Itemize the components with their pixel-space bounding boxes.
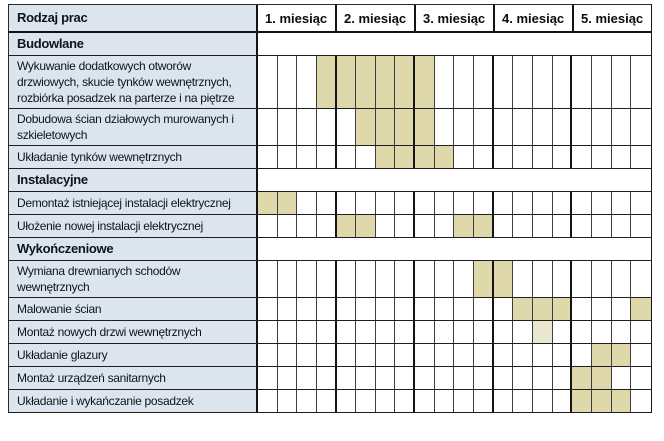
week-cell bbox=[592, 215, 612, 237]
week-cell bbox=[612, 367, 632, 389]
task-row bbox=[8, 261, 652, 298]
label-text: Montaż urządzeń sanitarnych bbox=[17, 371, 166, 385]
week-cell bbox=[376, 367, 396, 389]
week-cell bbox=[631, 192, 651, 214]
week-cell bbox=[415, 298, 435, 320]
gantt-bar-cell bbox=[415, 109, 435, 145]
week-cell bbox=[297, 146, 317, 168]
week-cell bbox=[395, 344, 415, 366]
task-label-cell bbox=[8, 298, 256, 320]
week-cell bbox=[454, 321, 474, 343]
gantt-bar-cell bbox=[337, 215, 357, 237]
week-cell bbox=[494, 215, 514, 237]
week-cell bbox=[258, 344, 278, 366]
week-cell bbox=[572, 261, 592, 297]
label-text: Budowlane bbox=[17, 36, 84, 51]
week-cell bbox=[553, 56, 573, 108]
week-cell bbox=[612, 321, 632, 343]
week-cell bbox=[454, 109, 474, 145]
week-cell bbox=[317, 109, 337, 145]
week-cell bbox=[533, 261, 553, 297]
week-cell bbox=[278, 261, 298, 297]
gantt-rows bbox=[8, 33, 652, 413]
section-label-cell bbox=[8, 169, 256, 191]
task-row bbox=[8, 215, 652, 238]
week-cell bbox=[631, 344, 651, 366]
gantt-bar-cell bbox=[376, 109, 396, 145]
section-label-cell bbox=[8, 238, 256, 260]
week-cell bbox=[513, 109, 533, 145]
week-cell bbox=[494, 390, 514, 412]
month-header-1: 1. miesiąc bbox=[258, 5, 337, 31]
week-cell bbox=[435, 321, 455, 343]
label-text: Układanie glazury bbox=[17, 348, 108, 362]
week-cell bbox=[337, 367, 357, 389]
week-cell bbox=[592, 56, 612, 108]
task-timeline bbox=[256, 215, 652, 237]
week-cell bbox=[553, 146, 573, 168]
week-cell bbox=[592, 298, 612, 320]
week-cell bbox=[297, 367, 317, 389]
week-cell bbox=[513, 192, 533, 214]
week-cell bbox=[435, 215, 455, 237]
week-cell bbox=[454, 367, 474, 389]
gantt-bar-cell bbox=[356, 109, 376, 145]
week-cell bbox=[494, 109, 514, 145]
week-cell bbox=[435, 344, 455, 366]
week-cell bbox=[553, 261, 573, 297]
week-cell bbox=[297, 321, 317, 343]
task-label-cell bbox=[8, 390, 256, 412]
week-cell bbox=[415, 215, 435, 237]
task-label-cell bbox=[8, 367, 256, 389]
gantt-bar-cell bbox=[415, 146, 435, 168]
week-cell bbox=[435, 298, 455, 320]
task-row bbox=[8, 367, 652, 390]
week-cell bbox=[278, 56, 298, 108]
week-cell bbox=[592, 261, 612, 297]
task-label-cell bbox=[8, 215, 256, 237]
week-cell bbox=[258, 109, 278, 145]
week-cell bbox=[612, 109, 632, 145]
week-cell bbox=[395, 390, 415, 412]
week-cell bbox=[592, 192, 612, 214]
week-cell bbox=[317, 321, 337, 343]
week-cell bbox=[297, 215, 317, 237]
week-cell bbox=[258, 367, 278, 389]
label-text: Malowanie ścian bbox=[17, 302, 102, 316]
gantt-bar-cell bbox=[376, 146, 396, 168]
task-timeline bbox=[256, 261, 652, 297]
week-cell bbox=[297, 390, 317, 412]
gantt-bar-cell bbox=[356, 215, 376, 237]
week-cell bbox=[278, 321, 298, 343]
week-cell bbox=[278, 215, 298, 237]
task-label-cell bbox=[8, 56, 256, 108]
week-cell bbox=[533, 192, 553, 214]
week-cell bbox=[454, 261, 474, 297]
task-timeline bbox=[256, 146, 652, 168]
week-cell bbox=[631, 56, 651, 108]
task-label-cell bbox=[8, 321, 256, 343]
week-cell bbox=[572, 321, 592, 343]
week-cell bbox=[376, 344, 396, 366]
week-cell bbox=[395, 261, 415, 297]
week-cell bbox=[494, 146, 514, 168]
week-cell bbox=[376, 321, 396, 343]
week-cell bbox=[533, 146, 553, 168]
week-cell bbox=[435, 192, 455, 214]
gantt-bar-cell bbox=[258, 192, 278, 214]
week-cell bbox=[454, 344, 474, 366]
week-cell bbox=[454, 298, 474, 320]
week-cell bbox=[297, 261, 317, 297]
task-row bbox=[8, 344, 652, 367]
week-cell bbox=[474, 367, 494, 389]
label-text: Ułożenie nowej instalacji elektrycznej bbox=[17, 219, 204, 233]
week-cell bbox=[553, 109, 573, 145]
column-header-label: Rodzaj prac bbox=[17, 10, 88, 25]
week-cell bbox=[513, 261, 533, 297]
week-cell bbox=[533, 109, 553, 145]
task-timeline bbox=[256, 109, 652, 145]
gantt-schedule-table bbox=[8, 4, 652, 413]
week-cell bbox=[297, 192, 317, 214]
week-cell bbox=[337, 192, 357, 214]
week-cell bbox=[553, 215, 573, 237]
gantt-bar-cell bbox=[572, 367, 592, 389]
task-timeline bbox=[256, 390, 652, 412]
week-cell bbox=[258, 321, 278, 343]
week-cell bbox=[612, 56, 632, 108]
week-cell bbox=[513, 367, 533, 389]
week-cell bbox=[494, 344, 514, 366]
week-cell bbox=[631, 390, 651, 412]
task-label-cell bbox=[8, 192, 256, 214]
week-cell bbox=[435, 56, 455, 108]
label-text: Demontaż istniejącej instalacji elektrycznej bbox=[17, 196, 231, 210]
task-label-cell bbox=[8, 109, 256, 145]
week-cell bbox=[415, 367, 435, 389]
gantt-bar-cell bbox=[337, 56, 357, 108]
week-cell bbox=[297, 56, 317, 108]
week-cell bbox=[533, 367, 553, 389]
week-cell bbox=[395, 192, 415, 214]
week-cell bbox=[494, 298, 514, 320]
week-cell bbox=[376, 298, 396, 320]
week-cell bbox=[572, 298, 592, 320]
task-timeline bbox=[256, 321, 652, 343]
week-cell bbox=[376, 390, 396, 412]
week-cell bbox=[395, 321, 415, 343]
week-cell bbox=[317, 298, 337, 320]
week-cell bbox=[572, 56, 592, 108]
task-timeline bbox=[256, 298, 652, 320]
gantt-bar-cell bbox=[395, 56, 415, 108]
month-header-5: 5. miesiąc bbox=[574, 5, 651, 31]
week-cell bbox=[337, 321, 357, 343]
week-cell bbox=[356, 367, 376, 389]
week-cell bbox=[435, 390, 455, 412]
gantt-bar-cell bbox=[474, 215, 494, 237]
task-label-cell bbox=[8, 261, 256, 297]
section-timeline-band bbox=[256, 33, 652, 55]
week-cell bbox=[337, 298, 357, 320]
month-header-4: 4. miesiąc bbox=[495, 5, 574, 31]
month-header-3: 3. miesiąc bbox=[416, 5, 495, 31]
week-cell bbox=[592, 146, 612, 168]
week-cell bbox=[337, 109, 357, 145]
week-cell bbox=[513, 321, 533, 343]
gantt-bar-cell bbox=[592, 390, 612, 412]
week-cell bbox=[572, 109, 592, 145]
section-row bbox=[8, 33, 652, 56]
week-cell bbox=[494, 367, 514, 389]
gantt-bar-cell bbox=[376, 56, 396, 108]
week-cell bbox=[572, 344, 592, 366]
week-cell bbox=[631, 215, 651, 237]
gantt-bar-cell bbox=[278, 192, 298, 214]
week-cell bbox=[494, 192, 514, 214]
gantt-bar-cell bbox=[592, 367, 612, 389]
week-cell bbox=[317, 367, 337, 389]
gantt-bar-cell bbox=[612, 344, 632, 366]
task-row bbox=[8, 298, 652, 321]
week-cell bbox=[317, 192, 337, 214]
week-cell bbox=[395, 215, 415, 237]
label-text: Montaż nowych drzwi wewnętrznych bbox=[17, 325, 202, 339]
week-cell bbox=[258, 146, 278, 168]
week-cell bbox=[337, 146, 357, 168]
week-cell bbox=[337, 261, 357, 297]
gantt-bar-cell bbox=[572, 390, 592, 412]
week-cell bbox=[278, 109, 298, 145]
week-cell bbox=[592, 109, 612, 145]
week-cell bbox=[631, 109, 651, 145]
week-cell bbox=[395, 367, 415, 389]
week-cell bbox=[356, 192, 376, 214]
task-row bbox=[8, 321, 652, 344]
week-cell bbox=[474, 109, 494, 145]
week-cell bbox=[258, 298, 278, 320]
week-cell bbox=[533, 390, 553, 412]
week-cell bbox=[435, 109, 455, 145]
week-cell bbox=[553, 321, 573, 343]
week-cell bbox=[454, 56, 474, 108]
task-row bbox=[8, 146, 652, 169]
gantt-bar-cell bbox=[435, 146, 455, 168]
week-cell bbox=[533, 344, 553, 366]
task-timeline bbox=[256, 192, 652, 214]
week-cell bbox=[513, 146, 533, 168]
week-cell bbox=[317, 344, 337, 366]
week-cell bbox=[317, 146, 337, 168]
week-cell bbox=[258, 215, 278, 237]
week-cell bbox=[317, 215, 337, 237]
week-cell bbox=[572, 192, 592, 214]
week-cell bbox=[435, 367, 455, 389]
section-label-cell bbox=[8, 33, 256, 55]
task-row bbox=[8, 390, 652, 413]
week-cell bbox=[513, 390, 533, 412]
week-cell bbox=[356, 146, 376, 168]
week-cell bbox=[415, 390, 435, 412]
week-cell bbox=[494, 321, 514, 343]
week-cell bbox=[612, 192, 632, 214]
week-cell bbox=[553, 192, 573, 214]
week-cell bbox=[395, 298, 415, 320]
week-cell bbox=[317, 390, 337, 412]
week-cell bbox=[454, 192, 474, 214]
gantt-bar-cell bbox=[454, 215, 474, 237]
task-timeline bbox=[256, 344, 652, 366]
task-row bbox=[8, 192, 652, 215]
week-cell bbox=[415, 344, 435, 366]
label-text: Układanie tynków wewnętrznych bbox=[17, 150, 182, 164]
gantt-bar-cell bbox=[317, 56, 337, 108]
week-cell bbox=[356, 261, 376, 297]
week-cell bbox=[474, 56, 494, 108]
gantt-bar-cell bbox=[395, 109, 415, 145]
week-cell bbox=[553, 390, 573, 412]
week-cell bbox=[415, 192, 435, 214]
week-cell bbox=[572, 146, 592, 168]
week-cell bbox=[612, 146, 632, 168]
gantt-bar-cell bbox=[553, 298, 573, 320]
week-cell bbox=[435, 261, 455, 297]
week-cell bbox=[474, 192, 494, 214]
gantt-bar-cell bbox=[533, 298, 553, 320]
week-cell bbox=[356, 298, 376, 320]
month-header-2: 2. miesiąc bbox=[337, 5, 416, 31]
label-text: Dobudowa ścian działowych murowanych i szkieletowych bbox=[17, 112, 234, 142]
week-cell bbox=[454, 146, 474, 168]
task-label-cell bbox=[8, 146, 256, 168]
section-timeline-band bbox=[256, 169, 652, 191]
gantt-bar-cell bbox=[415, 56, 435, 108]
week-cell bbox=[454, 390, 474, 412]
week-cell bbox=[474, 146, 494, 168]
week-cell bbox=[376, 261, 396, 297]
label-text: Wymiana drewnianych schodów wewnętrznych bbox=[17, 264, 181, 294]
gantt-bar-cell bbox=[612, 390, 632, 412]
section-timeline-band bbox=[256, 238, 652, 260]
gantt-bar-cell bbox=[513, 298, 533, 320]
week-cell bbox=[278, 146, 298, 168]
week-cell bbox=[474, 390, 494, 412]
week-cell bbox=[278, 390, 298, 412]
gantt-bar-cell bbox=[395, 146, 415, 168]
week-cell bbox=[631, 261, 651, 297]
gantt-bar-cell bbox=[592, 344, 612, 366]
label-text: Układanie i wykańczanie posadzek bbox=[17, 394, 194, 408]
task-timeline bbox=[256, 56, 652, 108]
week-cell bbox=[474, 298, 494, 320]
gantt-bar-cell bbox=[356, 56, 376, 108]
week-cell bbox=[513, 56, 533, 108]
week-cell bbox=[572, 215, 592, 237]
week-cell bbox=[376, 192, 396, 214]
week-cell bbox=[297, 344, 317, 366]
week-cell bbox=[356, 344, 376, 366]
week-cell bbox=[631, 367, 651, 389]
week-cell bbox=[356, 390, 376, 412]
week-cell bbox=[553, 367, 573, 389]
week-cell bbox=[356, 321, 376, 343]
task-row bbox=[8, 56, 652, 109]
week-cell bbox=[513, 215, 533, 237]
week-cell bbox=[592, 321, 612, 343]
task-timeline bbox=[256, 367, 652, 389]
section-row bbox=[8, 169, 652, 192]
week-cell bbox=[278, 298, 298, 320]
label-text: Wykończeniowe bbox=[17, 241, 114, 256]
label-text: Wykuwanie dodatkowych otworów drzwiowych, skucie tynków wewnętrznych, rozbiórka posadzek na parterze i na piętrze bbox=[17, 59, 235, 105]
week-cell bbox=[533, 56, 553, 108]
label-text: Instalacyjne bbox=[17, 172, 88, 187]
week-cell bbox=[297, 109, 317, 145]
week-cell bbox=[494, 56, 514, 108]
week-cell bbox=[612, 261, 632, 297]
week-cell bbox=[631, 146, 651, 168]
week-cell bbox=[337, 344, 357, 366]
week-cell bbox=[278, 344, 298, 366]
month-headers bbox=[256, 5, 652, 31]
header-row bbox=[8, 5, 652, 33]
week-cell bbox=[612, 215, 632, 237]
week-cell bbox=[376, 215, 396, 237]
week-cell bbox=[631, 321, 651, 343]
week-cell bbox=[415, 261, 435, 297]
week-cell bbox=[474, 344, 494, 366]
gantt-bar-cell bbox=[474, 261, 494, 297]
week-cell bbox=[533, 215, 553, 237]
week-cell bbox=[258, 390, 278, 412]
task-label-cell bbox=[8, 344, 256, 366]
week-cell bbox=[553, 344, 573, 366]
column-header-work-type bbox=[8, 5, 256, 31]
week-cell bbox=[474, 321, 494, 343]
task-row bbox=[8, 109, 652, 146]
week-cell bbox=[513, 344, 533, 366]
week-cell bbox=[278, 367, 298, 389]
week-cell bbox=[337, 390, 357, 412]
week-cell bbox=[297, 298, 317, 320]
week-cell bbox=[612, 298, 632, 320]
week-cell bbox=[258, 56, 278, 108]
gantt-bar-cell bbox=[631, 298, 651, 320]
section-row bbox=[8, 238, 652, 261]
week-cell bbox=[317, 261, 337, 297]
gantt-bar-cell bbox=[494, 261, 514, 297]
week-cell bbox=[415, 321, 435, 343]
gantt-bar-cell bbox=[533, 321, 553, 343]
week-cell bbox=[258, 261, 278, 297]
